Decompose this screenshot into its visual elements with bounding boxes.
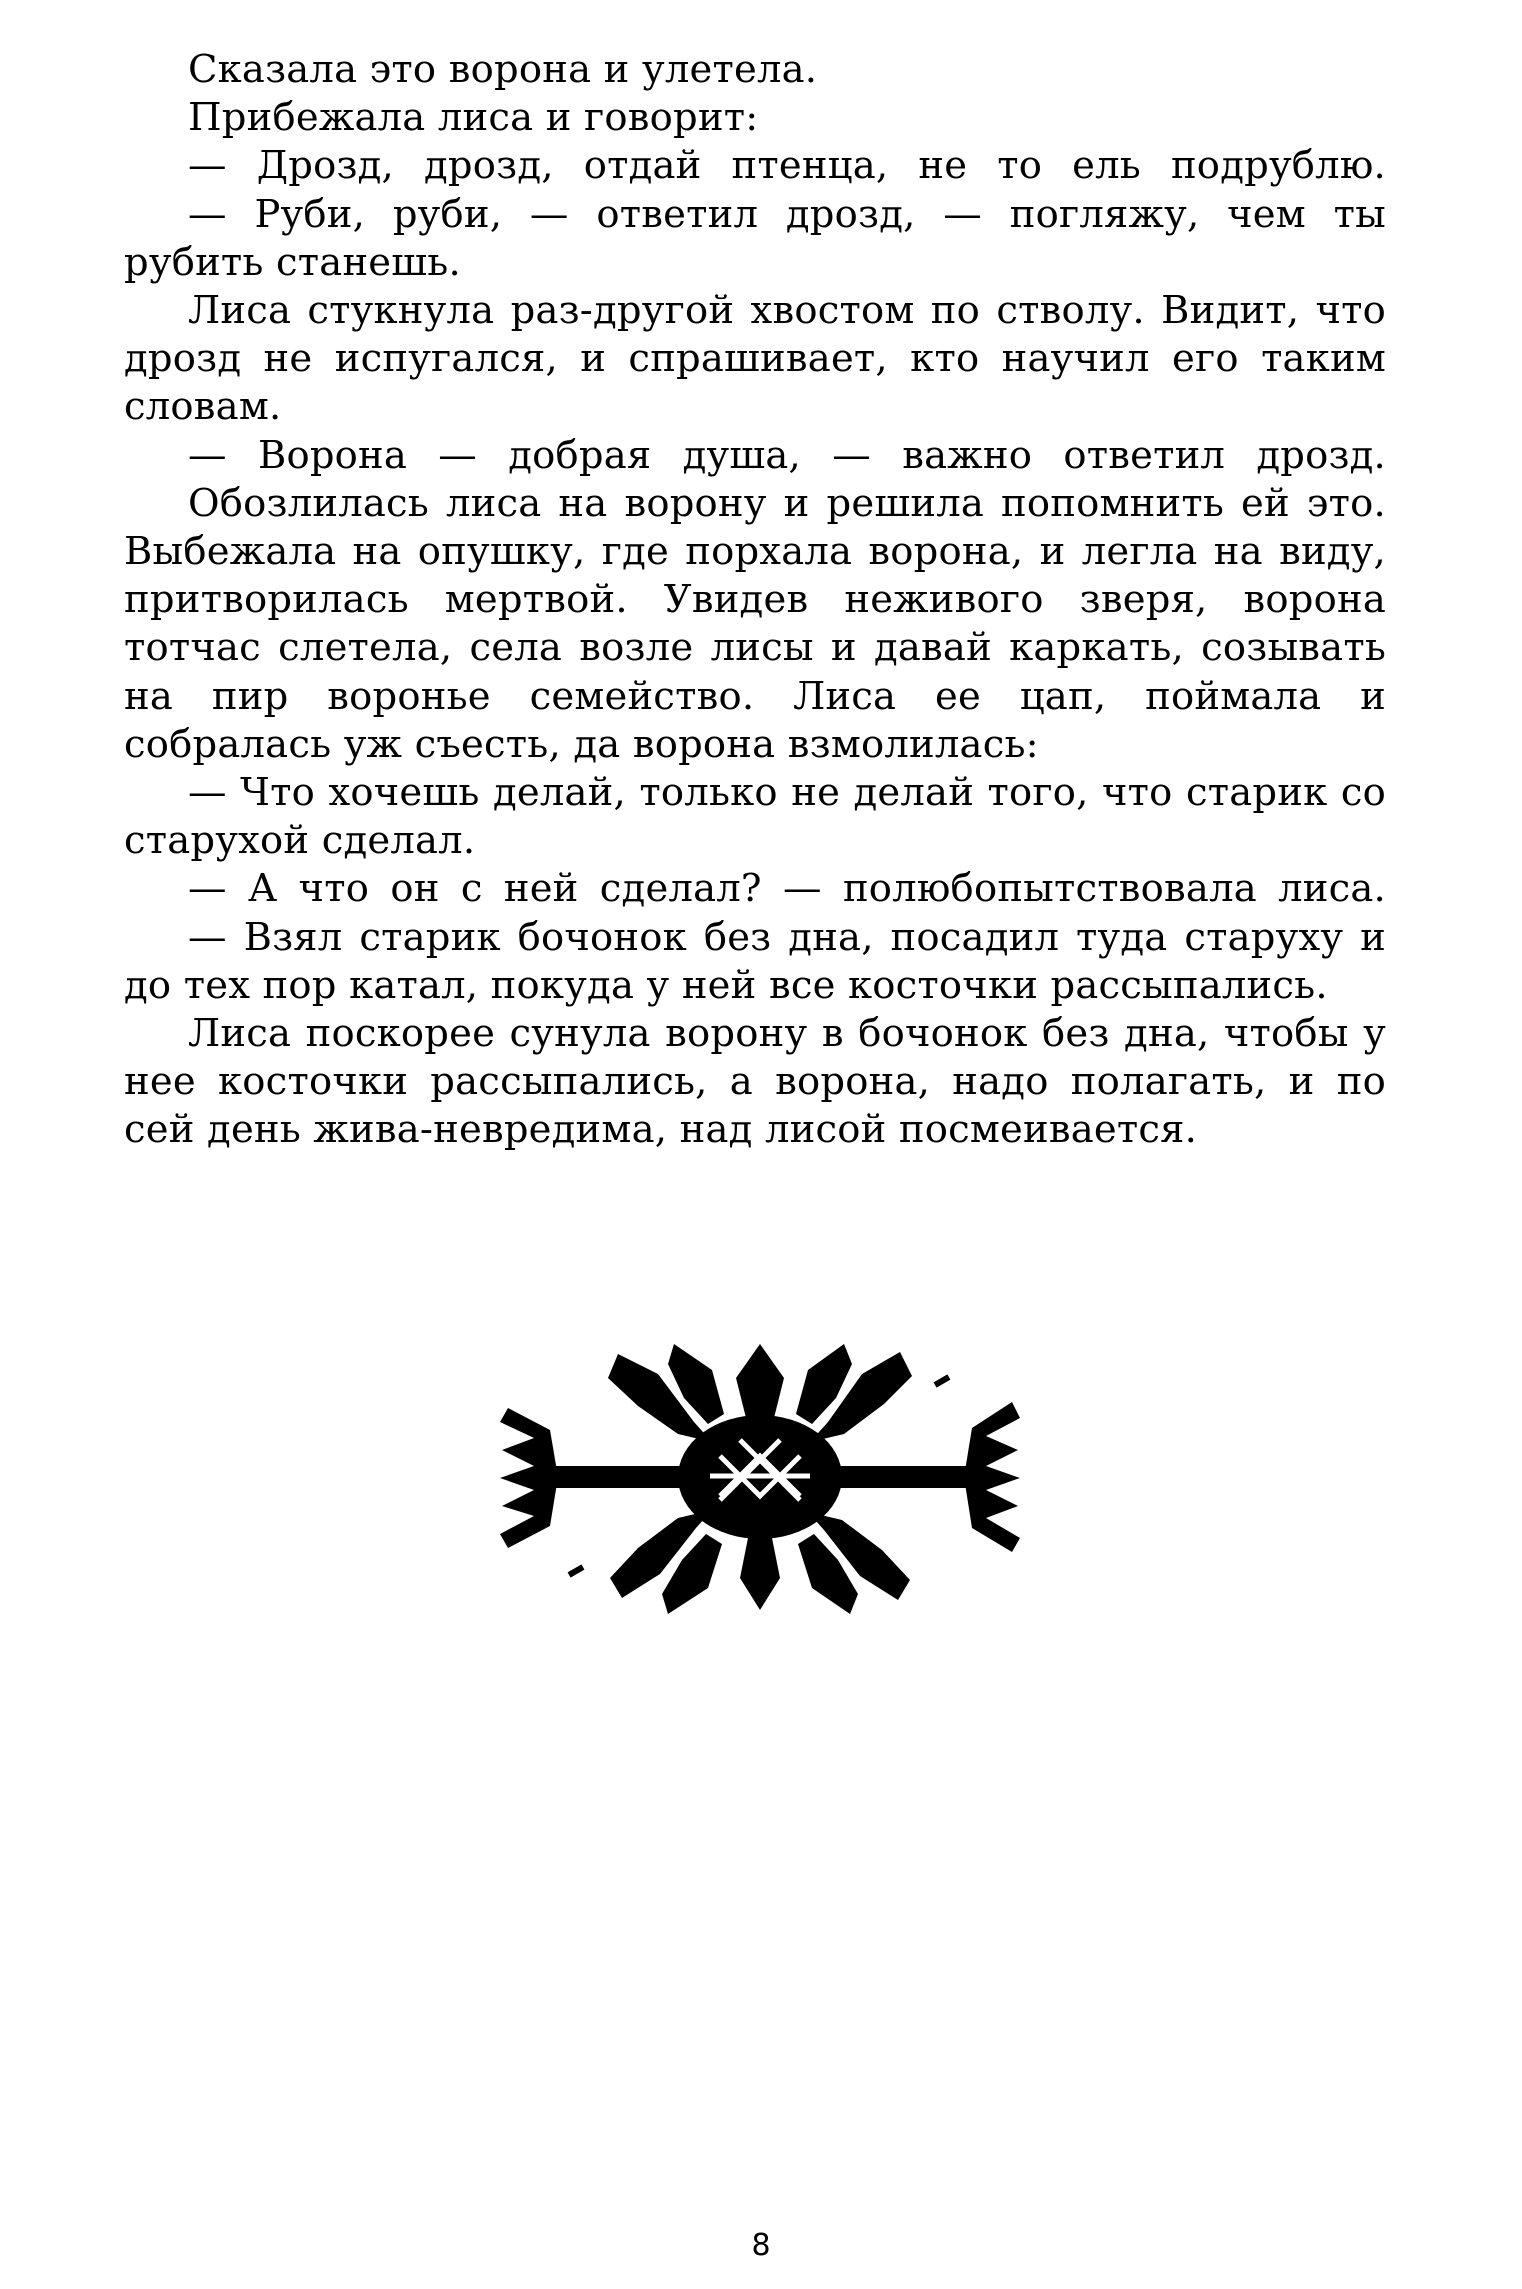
folk-flower-ornament-icon bbox=[498, 1338, 1022, 1618]
paragraph: — Руби, руби, — ответил дрозд, — погляжу, чем ты рубить станешь. bbox=[124, 191, 1386, 285]
paragraph: — Что хочешь делай, только не делай того, что старик со старухой сделал. bbox=[124, 770, 1386, 864]
paragraph: Сказала это ворона и улетела. bbox=[188, 47, 818, 92]
paragraph: — Ворона — добрая душа, — важно ответил дрозд. bbox=[188, 432, 1386, 478]
paragraph: Лиса поскорее сунула ворону в бочонок без дна, чтобы у нее косточки рассыпались, а ворона, надо полагать, и по сей день жива-невредима, над лисой посмеивается. bbox=[124, 1011, 1386, 1153]
paragraph: Обозлилась лиса на ворону и решила попомнить ей это. Выбежала на опушку, где порхала ворона, и легла на виду, притворилась мертвой. Увидев неживого зверя, ворона тотчас слетела, села возле лисы и давай каркать, созывать на пир воронье семейство. Лиса ее цап, поймала и собралась уж съесть, да ворона взмолилась: bbox=[124, 480, 1386, 767]
paragraph: — Взял старик бочонок без дна, посадил туда старуху и до тех пор катал, покуда у ней все косточки рассыпались. bbox=[124, 914, 1386, 1008]
paragraph: Прибежала лиса и говорит: bbox=[188, 95, 759, 141]
paragraph: Лиса стукнула раз-другой хвостом по стволу. Видит, что дрозд не испугался, и спрашивает, кто научил его таким словам. bbox=[124, 288, 1386, 430]
story-text bbox=[124, 46, 1386, 1155]
page-number: 8 bbox=[751, 2228, 771, 2263]
paragraph: — Дрозд, дрозд, отдай птенца, не то ель подрублю. bbox=[188, 143, 1386, 189]
paragraph: — А что он с ней сделал? — полюбопытствовала лиса. bbox=[188, 866, 1386, 912]
